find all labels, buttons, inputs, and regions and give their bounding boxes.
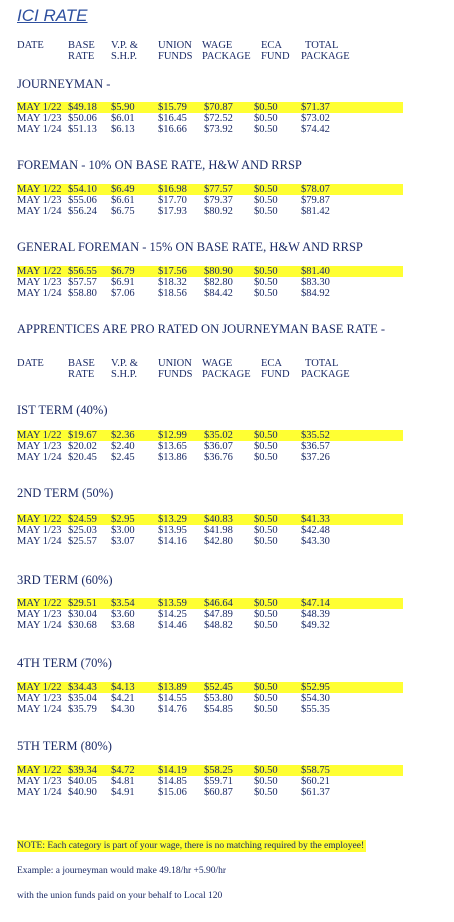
- table-cell: $55.35: [301, 704, 330, 715]
- table-cell: MAY 1/23: [17, 195, 62, 206]
- table-cell: MAY 1/24: [17, 452, 62, 463]
- table-cell: MAY 1/22: [17, 514, 62, 525]
- header-cell: V.P. &: [111, 40, 138, 51]
- table-cell: $35.79: [68, 704, 97, 715]
- table-cell: $6.61: [111, 195, 135, 206]
- table-cell: $16.98: [158, 184, 187, 195]
- header-cell: FUNDS: [158, 51, 193, 62]
- header-cell: WAGE: [202, 40, 233, 51]
- table-cell: $53.80: [204, 693, 233, 704]
- table-cell: $57.57: [68, 277, 97, 288]
- table-row: [17, 266, 403, 277]
- table-cell: $0.50: [254, 609, 278, 620]
- table-cell: $6.91: [111, 277, 135, 288]
- header-cell: FUND: [261, 51, 290, 62]
- table-cell: $13.59: [158, 598, 187, 609]
- table-cell: $0.50: [254, 514, 278, 525]
- table-cell: $40.05: [68, 776, 97, 787]
- table-cell: $4.81: [111, 776, 135, 787]
- table-cell: $39.34: [68, 765, 97, 776]
- table-row: [17, 765, 403, 776]
- table-cell: $2.40: [111, 441, 135, 452]
- table-cell: MAY 1/22: [17, 598, 62, 609]
- table-cell: $17.70: [158, 195, 187, 206]
- table-cell: $17.93: [158, 206, 187, 217]
- table-cell: MAY 1/22: [17, 184, 62, 195]
- table-cell: $49.32: [301, 620, 330, 631]
- table-cell: $0.50: [254, 113, 278, 124]
- header-cell: UNION: [158, 358, 192, 369]
- table-cell: MAY 1/23: [17, 113, 62, 124]
- header-cell: PACKAGE: [301, 369, 350, 380]
- table-cell: $14.55: [158, 693, 187, 704]
- table-cell: $82.80: [204, 277, 233, 288]
- table-row: [17, 682, 403, 693]
- table-cell: $71.37: [301, 102, 330, 113]
- table-cell: $29.51: [68, 598, 97, 609]
- table-cell: $6.75: [111, 206, 135, 217]
- table-cell: $52.45: [204, 682, 233, 693]
- table-cell: $84.42: [204, 288, 233, 299]
- table-cell: MAY 1/23: [17, 693, 62, 704]
- example-text: Example: a journeyman would make 49.18/hr +5.90/hr: [17, 866, 227, 876]
- table-cell: $79.37: [204, 195, 233, 206]
- table-cell: $0.50: [254, 452, 278, 463]
- header-cell: DATE: [17, 358, 44, 369]
- table-cell: MAY 1/24: [17, 124, 62, 135]
- header-cell: UNION: [158, 40, 192, 51]
- section-title-journeyman: JOURNEYMAN -: [17, 77, 111, 91]
- table-cell: $0.50: [254, 787, 278, 798]
- table-cell: $35.04: [68, 693, 97, 704]
- table-cell: MAY 1/22: [17, 682, 62, 693]
- table-cell: $56.55: [68, 266, 97, 277]
- table-row: [17, 102, 403, 113]
- table-cell: $14.19: [158, 765, 187, 776]
- header-cell: BASE: [68, 40, 95, 51]
- table-cell: $37.26: [301, 452, 330, 463]
- table-cell: $0.50: [254, 430, 278, 441]
- table-cell: MAY 1/23: [17, 609, 62, 620]
- table-cell: $3.60: [111, 609, 135, 620]
- table-cell: $81.40: [301, 266, 330, 277]
- apprentice-note: APPRENTICES ARE PRO RATED ON JOURNEYMAN BASE RATE -: [17, 322, 386, 336]
- table-cell: MAY 1/24: [17, 206, 62, 217]
- table-cell: $20.02: [68, 441, 97, 452]
- table-cell: $54.10: [68, 184, 97, 195]
- table-cell: MAY 1/24: [17, 704, 62, 715]
- table-cell: $52.95: [301, 682, 330, 693]
- header-cell: DATE: [17, 40, 44, 51]
- table-row: [17, 430, 403, 441]
- table-cell: $46.64: [204, 598, 233, 609]
- table-cell: $84.92: [301, 288, 330, 299]
- table-cell: $83.30: [301, 277, 330, 288]
- table-cell: $56.24: [68, 206, 97, 217]
- table-cell: $3.00: [111, 525, 135, 536]
- table-cell: $25.03: [68, 525, 97, 536]
- table-cell: MAY 1/23: [17, 776, 62, 787]
- table-cell: $6.13: [111, 124, 135, 135]
- table-cell: $36.57: [301, 441, 330, 452]
- header-cell: TOTAL: [305, 40, 339, 51]
- table-cell: $5.90: [111, 102, 135, 113]
- table-cell: $0.50: [254, 124, 278, 135]
- table-cell: $0.50: [254, 441, 278, 452]
- table-cell: $2.36: [111, 430, 135, 441]
- table-cell: $35.52: [301, 430, 330, 441]
- section-title-term-2: 2ND TERM (50%): [17, 486, 114, 500]
- table-cell: $16.66: [158, 124, 187, 135]
- table-cell: $0.50: [254, 693, 278, 704]
- table-cell: $77.57: [204, 184, 233, 195]
- page-title: ICI RATE: [17, 6, 88, 25]
- table-cell: $18.32: [158, 277, 187, 288]
- table-cell: $17.56: [158, 266, 187, 277]
- header-cell: PACKAGE: [301, 51, 350, 62]
- table-cell: MAY 1/23: [17, 525, 62, 536]
- table-cell: $13.29: [158, 514, 187, 525]
- section-title-general-foreman: GENERAL FOREMAN - 15% ON BASE RATE, H&W AND RRSP: [17, 240, 363, 254]
- table-cell: $13.89: [158, 682, 187, 693]
- table-cell: $13.86: [158, 452, 187, 463]
- table-cell: $12.99: [158, 430, 187, 441]
- table-cell: $48.39: [301, 609, 330, 620]
- table-cell: $35.02: [204, 430, 233, 441]
- section-title-foreman: FOREMAN - 10% ON BASE RATE, H&W AND RRSP: [17, 158, 302, 172]
- table-cell: $0.50: [254, 288, 278, 299]
- table-cell: MAY 1/23: [17, 441, 62, 452]
- table-row: [17, 514, 403, 525]
- table-cell: $0.50: [254, 266, 278, 277]
- table-cell: $40.83: [204, 514, 233, 525]
- table-cell: $41.98: [204, 525, 233, 536]
- table-cell: $47.14: [301, 598, 330, 609]
- table-cell: $15.06: [158, 787, 187, 798]
- table-cell: $0.50: [254, 776, 278, 787]
- table-cell: $41.33: [301, 514, 330, 525]
- table-cell: $24.59: [68, 514, 97, 525]
- table-cell: $4.30: [111, 704, 135, 715]
- header-cell: FUNDS: [158, 369, 193, 380]
- table-cell: $6.01: [111, 113, 135, 124]
- table-cell: $60.21: [301, 776, 330, 787]
- table-cell: $3.68: [111, 620, 135, 631]
- table-cell: $43.30: [301, 536, 330, 547]
- header-cell: RATE: [68, 51, 95, 62]
- table-cell: $25.57: [68, 536, 97, 547]
- table-cell: $2.45: [111, 452, 135, 463]
- table-cell: $74.42: [301, 124, 330, 135]
- table-cell: $58.75: [301, 765, 330, 776]
- header-cell: ECA: [261, 40, 282, 51]
- header-cell: BASE: [68, 358, 95, 369]
- table-cell: $34.43: [68, 682, 97, 693]
- table-cell: $0.50: [254, 682, 278, 693]
- table-cell: $36.76: [204, 452, 233, 463]
- table-cell: $14.25: [158, 609, 187, 620]
- table-cell: MAY 1/24: [17, 288, 62, 299]
- note-text: NOTE: Each category is part of your wage, there is no matching required by the employee!: [17, 841, 365, 851]
- table-cell: $14.46: [158, 620, 187, 631]
- table-cell: $0.50: [254, 206, 278, 217]
- table-cell: $0.50: [254, 277, 278, 288]
- header-cell: FUND: [261, 369, 290, 380]
- header-cell: PACKAGE: [202, 369, 251, 380]
- table-cell: $50.06: [68, 113, 97, 124]
- table-cell: $4.72: [111, 765, 135, 776]
- table-cell: $49.18: [68, 102, 97, 113]
- table-cell: $0.50: [254, 704, 278, 715]
- table-cell: $54.30: [301, 693, 330, 704]
- table-cell: $0.50: [254, 184, 278, 195]
- table-cell: $70.87: [204, 102, 233, 113]
- header-cell: S.H.P.: [111, 51, 137, 62]
- table-cell: MAY 1/22: [17, 266, 62, 277]
- table-cell: $4.91: [111, 787, 135, 798]
- table-cell: $36.07: [204, 441, 233, 452]
- example-text-2: with the union funds paid on your behalf to Local 120: [17, 891, 223, 901]
- table-cell: MAY 1/24: [17, 620, 62, 631]
- table-cell: MAY 1/24: [17, 787, 62, 798]
- section-title-term-5: 5TH TERM (80%): [17, 739, 112, 753]
- table-row: [17, 598, 403, 609]
- table-cell: $3.07: [111, 536, 135, 547]
- table-cell: $48.82: [204, 620, 233, 631]
- table-cell: $73.92: [204, 124, 233, 135]
- table-cell: $72.52: [204, 113, 233, 124]
- section-title-term-4: 4TH TERM (70%): [17, 656, 112, 670]
- table-cell: MAY 1/23: [17, 277, 62, 288]
- table-cell: $79.87: [301, 195, 330, 206]
- table-cell: $18.56: [158, 288, 187, 299]
- table-cell: $54.85: [204, 704, 233, 715]
- table-cell: $0.50: [254, 620, 278, 631]
- table-cell: $40.90: [68, 787, 97, 798]
- table-cell: $78.07: [301, 184, 330, 195]
- header-cell: S.H.P.: [111, 369, 137, 380]
- table-cell: $6.79: [111, 266, 135, 277]
- header-cell: V.P. &: [111, 358, 138, 369]
- table-cell: $19.67: [68, 430, 97, 441]
- table-cell: $47.89: [204, 609, 233, 620]
- table-cell: $81.42: [301, 206, 330, 217]
- table-cell: $58.80: [68, 288, 97, 299]
- table-cell: $14.85: [158, 776, 187, 787]
- table-cell: $4.21: [111, 693, 135, 704]
- table-cell: $0.50: [254, 102, 278, 113]
- table-cell: $6.49: [111, 184, 135, 195]
- table-cell: MAY 1/24: [17, 536, 62, 547]
- table-cell: $7.06: [111, 288, 135, 299]
- header-cell: TOTAL: [305, 358, 339, 369]
- table-cell: $13.65: [158, 441, 187, 452]
- table-cell: $0.50: [254, 195, 278, 206]
- table-cell: $15.79: [158, 102, 187, 113]
- table-cell: $4.13: [111, 682, 135, 693]
- section-title-term-1: IST TERM (40%): [17, 403, 108, 417]
- table-cell: $14.76: [158, 704, 187, 715]
- header-cell: WAGE: [202, 358, 233, 369]
- table-cell: $73.02: [301, 113, 330, 124]
- table-cell: $3.54: [111, 598, 135, 609]
- table-cell: MAY 1/22: [17, 765, 62, 776]
- section-title-term-3: 3RD TERM (60%): [17, 573, 113, 587]
- table-cell: $80.92: [204, 206, 233, 217]
- table-cell: $42.80: [204, 536, 233, 547]
- table-cell: $0.50: [254, 525, 278, 536]
- table-cell: $80.90: [204, 266, 233, 277]
- table-cell: $0.50: [254, 598, 278, 609]
- table-cell: $13.95: [158, 525, 187, 536]
- table-cell: $51.13: [68, 124, 97, 135]
- table-cell: $61.37: [301, 787, 330, 798]
- table-cell: $2.95: [111, 514, 135, 525]
- table-cell: $59.71: [204, 776, 233, 787]
- table-row: [17, 184, 403, 195]
- table-cell: $30.04: [68, 609, 97, 620]
- table-cell: MAY 1/22: [17, 430, 62, 441]
- table-cell: $16.45: [158, 113, 187, 124]
- table-cell: $60.87: [204, 787, 233, 798]
- header-cell: PACKAGE: [202, 51, 251, 62]
- table-cell: $55.06: [68, 195, 97, 206]
- table-cell: $0.50: [254, 765, 278, 776]
- header-cell: RATE: [68, 369, 95, 380]
- table-cell: $30.68: [68, 620, 97, 631]
- table-cell: $14.16: [158, 536, 187, 547]
- header-cell: ECA: [261, 358, 282, 369]
- table-cell: $0.50: [254, 536, 278, 547]
- table-cell: MAY 1/22: [17, 102, 62, 113]
- table-cell: $42.48: [301, 525, 330, 536]
- table-cell: $58.25: [204, 765, 233, 776]
- table-cell: $20.45: [68, 452, 97, 463]
